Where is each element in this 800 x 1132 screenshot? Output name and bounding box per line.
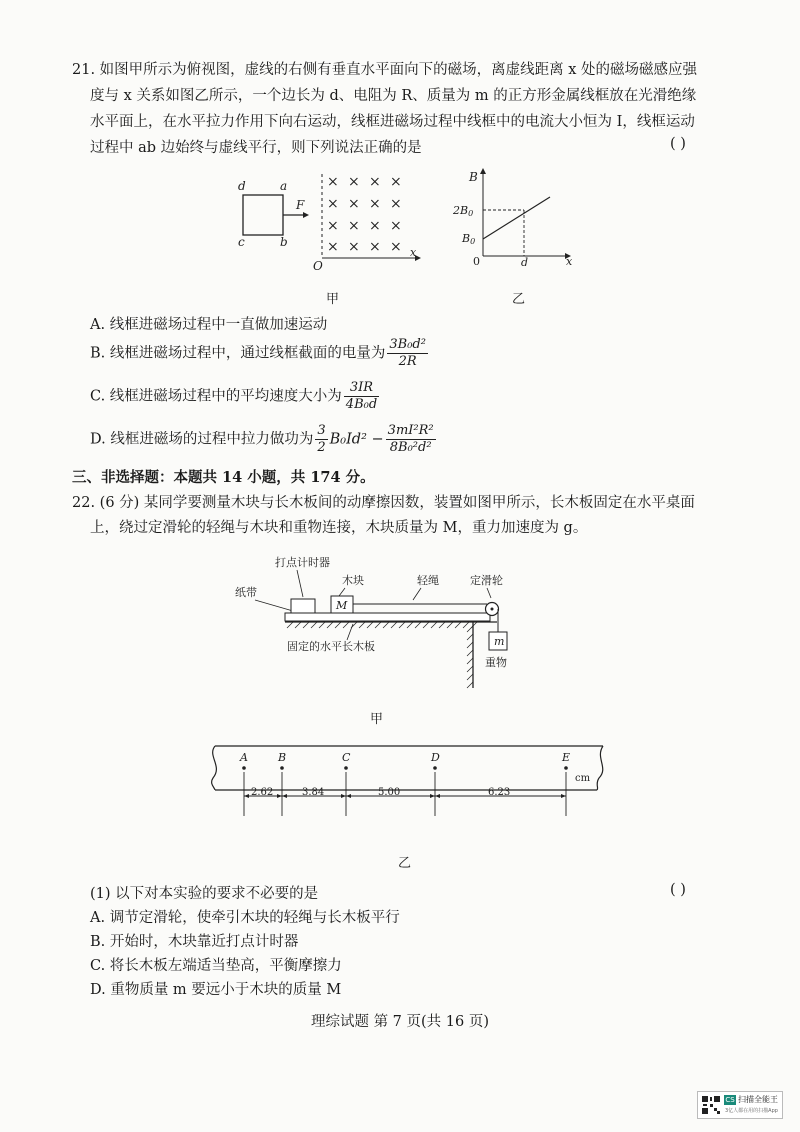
leader-pulley [487,588,491,598]
b-axis-arrowhead [480,168,486,174]
q22-option-d: D. 重物质量 m 要远小于木块的质量 M [90,982,342,998]
x-label: x [410,246,417,259]
q21-figure-yi [450,168,590,268]
fraction-numerator: 3 [317,423,326,438]
point-c-dot [344,766,348,770]
fraction-numerator: 3B₀d² [389,337,426,352]
field-mark: × [327,174,339,190]
origin-label: O [313,259,323,270]
q21-line2: 度与 x 关系如图乙所示，一个边长为 d、电阻为 R、质量为 m 的正方形金属线框放在光滑绝缘 [90,88,697,104]
wire-frame [243,195,283,235]
q22-apparatus-figure [235,552,520,692]
corner-a: a [280,179,288,193]
field-mark: × [348,174,360,190]
q21-option-c [90,380,381,413]
point-b-dot [280,766,284,770]
leader-rope [413,588,421,600]
segment-cd: 5.00 [378,787,401,798]
leader-block [339,588,345,596]
q22-sub1: (1) 以下对本实验的要求不必要的是 [90,886,319,902]
field-mark: × [390,174,402,190]
q21-option-d [90,423,438,456]
dimension-lines [244,772,566,816]
point-e-label: E [562,751,571,764]
b-x-line [483,197,550,239]
q21-answer-paren: ( ) [670,136,686,152]
segment-de: 6.23 [488,787,511,798]
field-mark: × [348,218,360,234]
q22-sub1-paren: ( ) [670,882,686,898]
point-b-label: B [278,751,287,764]
fraction-denominator: 8B₀²d² [389,440,432,455]
q21-option-b-fraction [387,337,428,370]
force-arrowhead [303,212,309,218]
field-mark: × [390,218,402,234]
q22-caption-yi: 乙 [398,856,412,871]
leader-board [347,624,353,640]
q21-figure-jia [230,170,430,270]
label-tape: 纸带 [235,586,257,599]
q21-line3: 水平面上，在水平拉力作用下向右运动，线框进磁场过程中线框中的电流大小恒为 I，线框运动 [90,114,695,130]
timer-box [291,599,315,613]
fraction-numerator: 3IR [344,380,379,397]
cs-logo-icon: CS [725,1096,735,1104]
q21-option-b-text: B. 线框进磁场过程中，通过线框截面的电量为 [90,345,386,362]
field-mark: × [369,196,381,212]
block-mass-label: M [336,599,348,612]
field-mark: × [390,196,402,212]
pulley-axle [491,608,494,611]
corner-d: d [238,179,246,193]
page-footer: 理综试题 第 7 页(共 16 页) [310,1014,490,1030]
q21-option-c-fraction [344,380,379,413]
magnetic-field-marks [327,174,402,255]
origin-label: 0 [473,255,480,268]
q21-line1: 21. 如图甲所示为俯视图，虚线的右侧有垂直水平面向下的磁场，离虚线距离 x 处的磁场磁感应强 [72,62,698,78]
weight-mass-label: m [494,635,505,648]
qr-code-icon [701,1095,721,1115]
point-d-dot [433,766,437,770]
tape-torn-right [597,746,603,790]
q22-option-b: B. 开始时，木块靠近打点计时器 [90,934,299,950]
badge-subtitle: 3亿人都在用的扫描App [725,1108,778,1114]
q21-option-a: A. 线框进磁场过程中一直做加速运动 [90,317,328,333]
label-board: 固定的水平长木板 [287,640,375,653]
field-mark: × [369,174,381,190]
section-heading: 三、非选择题：本题共 14 小题，共 174 分。 [72,469,375,486]
point-a-dot [242,766,246,770]
tape-points [242,766,568,770]
table-hatch [287,622,477,628]
paper-tape [255,600,293,611]
label-pulley: 定滑轮 [470,574,503,587]
label-timer: 打点计时器 [275,556,330,569]
field-mark: × [369,218,381,234]
label-weight: 重物 [485,656,507,669]
corner-c: c [238,235,245,249]
q22-line2: 上，绕过定滑轮的轻绳与木块和重物连接，木块质量为 M，重力加速度为 g。 [90,520,588,536]
q21-option-d-fraction1 [315,423,327,456]
corner-b: b [280,235,288,249]
badge-title: 扫描全能王 [738,1095,778,1104]
q21-caption-jia: 甲 [326,292,340,307]
q21-line4: 过程中 ab 边始终与虚线平行，则下列说法正确的是 [90,140,422,156]
scanner-watermark-badge [697,1091,783,1119]
tick-d: d [521,256,529,268]
point-a-label: A [240,751,248,764]
point-e-dot [564,766,568,770]
q22-option-c: C. 将长木板左端适当垫高，平衡摩擦力 [90,958,342,974]
point-d-label: D [431,751,440,764]
fraction-denominator: 2R [398,354,417,369]
field-mark: × [369,239,381,255]
field-mark: × [327,218,339,234]
leg-hatch [467,626,473,688]
unit-label: cm [575,773,591,784]
q21-option-c-text: C. 线框进磁场过程中的平均速度大小为 [90,388,342,405]
q21-caption-yi: 乙 [512,292,526,307]
field-mark: × [327,239,339,255]
fraction-denominator: 2 [317,440,326,455]
field-mark: × [390,239,402,255]
q22-line1: 22. (6 分) 某同学要测量木块与长木板间的动摩擦因数，装置如图甲所示，长木板固定在水平桌面 [72,495,695,511]
q21-option-d-text: D. 线框进磁场的过程中拉力做功为 [90,431,314,448]
field-mark: × [327,196,339,212]
label-rope: 轻绳 [417,574,439,587]
fraction-denominator: 4B₀d [345,397,378,412]
tape-torn-left [212,746,217,790]
x-axis-label: x [566,255,573,268]
q21-option-b [90,337,430,370]
field-mark: × [348,196,360,212]
force-label: F [296,198,305,212]
b-axis-label: B [469,170,478,184]
segment-ab: 2.62 [251,787,274,798]
q22-option-a: A. 调节定滑轮，使牵引木块的轻绳与长木板平行 [90,910,400,926]
fraction-numerator: 3mI²R² [387,423,434,438]
label-block: 木块 [342,574,364,587]
q22-caption-jia: 甲 [370,712,384,727]
leader-timer [297,570,303,597]
point-c-label: C [342,751,351,764]
q21-option-d-middle: B₀Id² − [329,431,384,448]
field-mark: × [348,239,360,255]
q21-option-d-fraction2 [386,423,436,456]
q22-tape-figure [205,744,610,816]
long-board [285,613,490,621]
tick-b0: B0 [462,232,476,246]
segment-bc: 3.84 [302,787,325,798]
tick-2b0: 2B0 [453,204,474,218]
